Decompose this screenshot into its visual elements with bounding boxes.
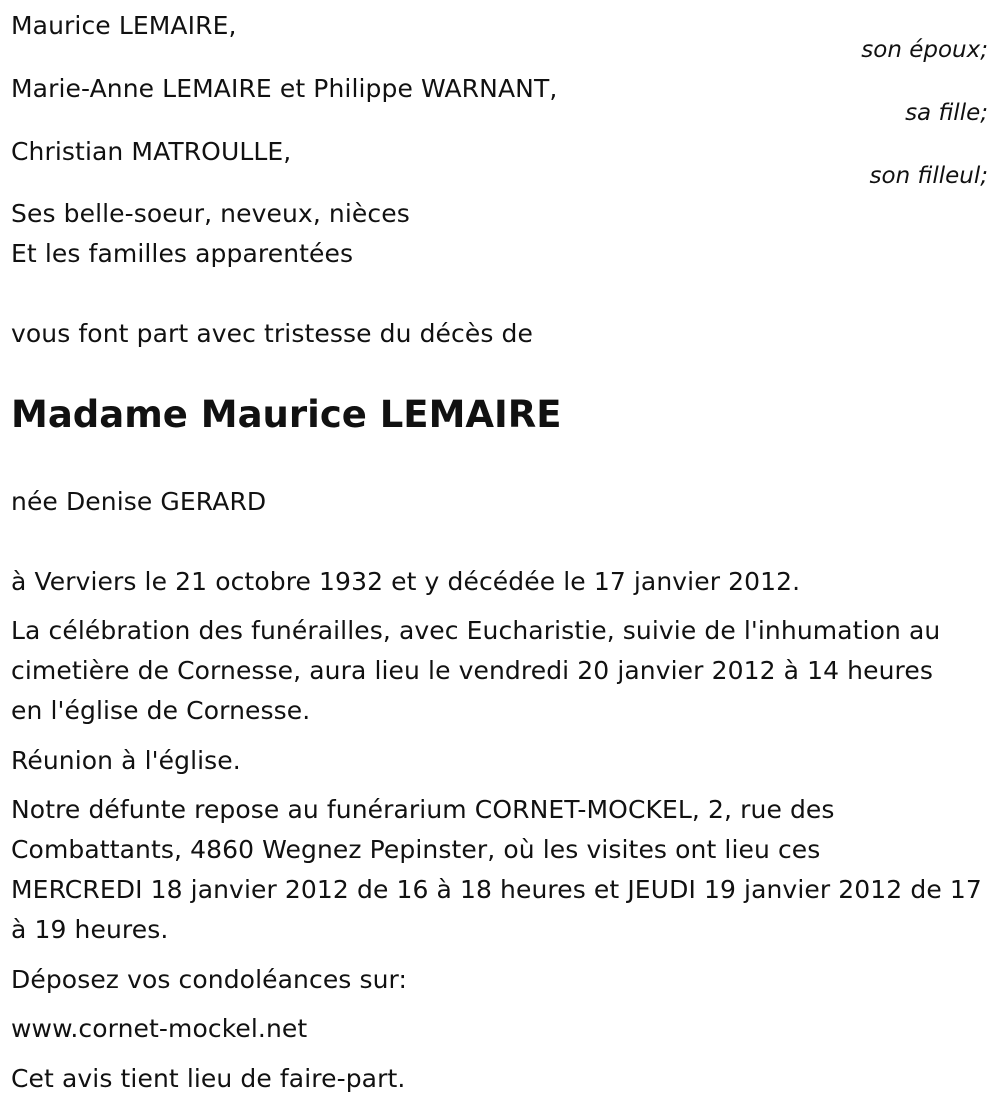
website-link[interactable]: www.cornet-mockel.net (11, 1014, 308, 1043)
condolences-label: Déposez vos condoléances sur: (11, 965, 408, 994)
funeral-text-line: en l'église de Cornesse. (11, 696, 311, 725)
family-member-role: son filleul; (869, 163, 988, 189)
visitation-text-line: MERCREDI 18 janvier 2012 de 16 à 18 heures et JEUDI 19 janvier 2012 de 17 (11, 875, 982, 904)
funeral-text-line: cimetière de Cornesse, aura lieu le vendredi 20 janvier 2012 à 14 heures (11, 656, 933, 685)
announcement-text: vous font part avec tristesse du décès de (11, 319, 533, 348)
visitation-text-line: Combattants, 4860 Wegnez Pepinster, où les visites ont lieu ces (11, 835, 821, 864)
family-member-name: Christian MATROULLE, (11, 137, 292, 166)
funeral-text-line: La célébration des funérailles, avec Eucharistie, suivie de l'inhumation au (11, 616, 941, 645)
birth-death-text: à Verviers le 21 octobre 1932 et y décédée le 17 janvier 2012. (11, 567, 801, 596)
closing-text: Cet avis tient lieu de faire-part. (11, 1064, 406, 1093)
family-member-name: Marie-Anne LEMAIRE et Philippe WARNANT, (11, 74, 558, 103)
birth-name: née Denise GERARD (11, 487, 267, 516)
relatives-line: Et les familles apparentées (11, 239, 354, 268)
family-member-role: son époux; (861, 37, 988, 63)
visitation-text-line: à 19 heures. (11, 915, 169, 944)
deceased-name: Madame Maurice LEMAIRE (11, 393, 562, 436)
meeting-text: Réunion à l'église. (11, 746, 241, 775)
relatives-line: Ses belle-soeur, neveux, nièces (11, 199, 410, 228)
family-member-name: Maurice LEMAIRE, (11, 11, 237, 40)
family-member-role: sa fille; (905, 100, 988, 126)
visitation-text-line: Notre défunte repose au funérarium CORNET-MOCKEL, 2, rue des (11, 795, 835, 824)
